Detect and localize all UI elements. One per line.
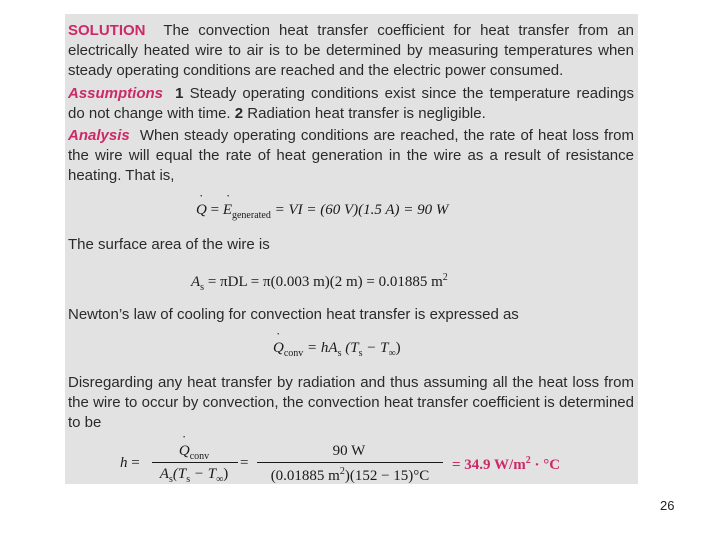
h-letter: h (120, 455, 128, 471)
result-value (452, 455, 560, 474)
result-main: = 34.9 W/m (452, 457, 526, 473)
ts-term: (T (341, 340, 359, 356)
assumptions-paragraph (68, 84, 634, 124)
denominator-exponent: 2 (339, 466, 345, 477)
tinf-term: − T (362, 340, 389, 356)
middle-equals: = (240, 455, 249, 471)
area-exponent: 2 (442, 272, 448, 283)
denominator-area: (0.01885 m (270, 468, 340, 484)
equation-newton-cooling (273, 340, 401, 359)
frac-area: A (159, 466, 169, 482)
analysis-label: Analysis (68, 127, 130, 144)
assumptions-label: Assumptions (68, 85, 164, 102)
s-subscript: s (337, 348, 342, 359)
surface-area-text: The surface area of the wire is (68, 236, 270, 253)
analysis-paragraph (68, 126, 634, 186)
conv-subscript: conv (283, 348, 304, 359)
fraction-2-numerator: 90 W (332, 443, 366, 459)
assumption-text-2: Radiation heat transfer is negligible. (247, 105, 486, 122)
h-as-term: = hA (303, 340, 338, 356)
frac-tinf: − T (190, 466, 217, 482)
result-exponent: 2 (525, 455, 531, 466)
close-paren: ) (395, 340, 401, 356)
frac-close: ) (223, 466, 229, 482)
fraction-1-numerator (151, 443, 237, 462)
frac-conv-subscript: conv (189, 451, 210, 462)
disregard-text: Disregarding any heat transfer by radiation and thus assuming all the heat loss from the wire to occur by convection, the convection heat transfer coefficient is determined to be (68, 374, 634, 431)
h-equals: = (131, 455, 140, 471)
page-number: 26 (660, 498, 675, 513)
area-symbol: A (191, 274, 201, 290)
solution-panel (65, 14, 638, 484)
solution-label: SOLUTION (68, 22, 146, 39)
analysis-text: When steady operating conditions are reached, the rate of heat loss from the wire will equal the rate of heat generation in the wire as a result of resistance heating. That is, (68, 127, 634, 184)
assumption-number-2: 2 (234, 105, 244, 122)
equals-sign: = (206, 202, 223, 218)
solution-paragraph (68, 21, 634, 81)
fraction-1-bar (152, 462, 238, 463)
equation-surface-area (191, 272, 448, 293)
fraction-1-denominator (148, 466, 240, 484)
result-units: · °C (530, 457, 561, 473)
heat-generation-rhs: = VI = (60 V)(1.5 A) = 90 W (270, 202, 449, 218)
fraction-2-denominator (253, 466, 447, 484)
frac-area-sub: s (168, 474, 173, 484)
infinity-subscript: ∞ (388, 348, 396, 359)
h-symbol (120, 455, 140, 472)
newton-text: Newton’s law of cooling for convection heat transfer is expressed as (68, 306, 519, 323)
e-symbol: ˙ E (223, 202, 232, 219)
equation-heat-generation (196, 202, 448, 221)
fraction-2-bar (257, 462, 443, 463)
frac-ts-sub: s (186, 474, 191, 484)
area-subscript: s (200, 282, 205, 293)
assumption-text-1: Steady operating conditions exist since the temperature readings do not change with time. (68, 85, 635, 122)
frac-ts: (T (172, 466, 187, 482)
generated-subscript: generated (231, 210, 271, 221)
ts-subscript: s (358, 348, 363, 359)
q-conv-symbol: ˙ Q (273, 340, 284, 357)
solution-text: The convection heat transfer coefficient for heat transfer from an electrically heated wire to air is to be determined by measuring temperatures when steady operating conditions are reached and the electric power consumed. (68, 22, 634, 79)
assumption-number-1: 1 (175, 85, 184, 102)
frac-q-symbol: ˙ Q (179, 443, 190, 460)
surface-area-rhs: = πDL = π(0.003 m)(2 m) = 0.01885 m (204, 274, 443, 290)
q-symbol: ˙ Q (196, 202, 207, 219)
denominator-temp: )(152 − 15)°C (344, 468, 430, 484)
frac-inf-sub: ∞ (216, 474, 224, 484)
